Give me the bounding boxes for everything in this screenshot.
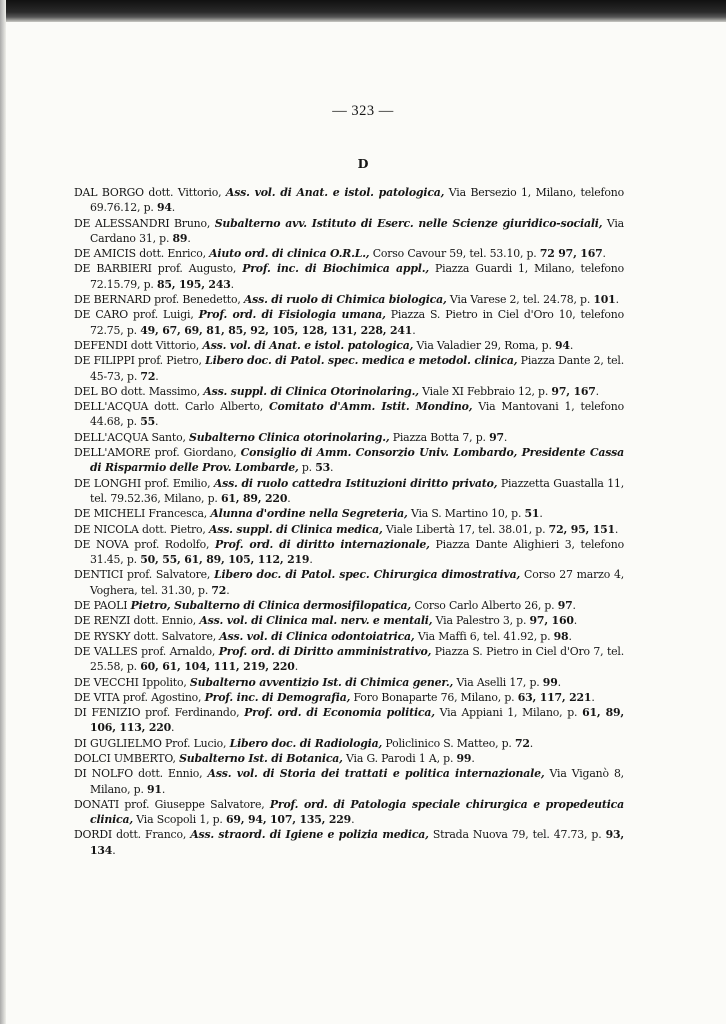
index-entry xyxy=(74,690,624,705)
entry-text: . xyxy=(155,415,159,429)
entry-text: . xyxy=(412,323,416,337)
index-entry xyxy=(74,399,624,430)
index-entry xyxy=(74,598,624,613)
entry-page-refs: 63, 117, 221 xyxy=(517,690,592,704)
entry-title: Ass. vol. di Anat. e istol. patologica, xyxy=(225,186,445,199)
entry-text: . xyxy=(287,491,291,505)
entry-text: DE RYSKY dott. Salvatore, xyxy=(74,629,220,643)
entry-title: Comitato d'Amm. Istit. Mondino, xyxy=(269,400,473,414)
entry-text: . xyxy=(471,751,475,765)
page-number: — 323 — xyxy=(332,103,394,119)
entry-text: Via G. Parodi 1 A, p. xyxy=(342,751,457,765)
entry-text: Strada Nuova 79, tel. 47.73, p. xyxy=(428,828,606,842)
entry-page-refs: 94 xyxy=(555,338,570,352)
entry-text: Via Palestro 3, p. xyxy=(432,614,530,628)
index-entry xyxy=(74,216,624,247)
entry-text: Piazza S. Pietro in Ciel d'Oro 10, telefono 72.75, p. xyxy=(90,308,625,337)
entry-text: . xyxy=(351,813,355,827)
entry-text: DE VECCHI Ippolito, xyxy=(74,675,190,689)
entry-title: Subalterno Ist. di Botanica, xyxy=(179,751,343,765)
entry-text: Via Maffi 6, tel. 41.92, p. xyxy=(414,629,554,643)
entry-text: . xyxy=(602,247,606,261)
entry-page-refs: 53 xyxy=(315,461,331,475)
entry-text: Via Scopoli 1, p. xyxy=(133,813,226,827)
entry-title: Alunna d'ordine nella Segreteria, xyxy=(210,507,408,521)
entry-page-refs: 72 xyxy=(515,736,530,750)
entry-text: Policlinico S. Matteo, p. xyxy=(382,736,515,750)
entry-page-refs: 97, 167 xyxy=(551,384,596,398)
index-entry xyxy=(74,537,624,568)
index-entry xyxy=(74,445,624,476)
entry-title: Libero doc. di Radiologia, xyxy=(229,736,383,750)
scan-left-edge xyxy=(0,0,6,1024)
entry-page-refs: 72, 95, 151 xyxy=(548,522,615,536)
entry-page-refs: 85, 195, 243 xyxy=(156,277,231,291)
entry-title: Prof. ord. di Patologia speciale chirurgica e propedeutica clinica, xyxy=(90,797,624,827)
entry-text: DE AMICIS dott. Enrico, xyxy=(74,247,210,261)
entry-text: . xyxy=(539,507,543,521)
entry-text: Via Varese 2, tel. 24.78, p. xyxy=(446,293,594,307)
entry-text: DI NOLFO dott. Ennio, xyxy=(74,767,208,781)
index-entry xyxy=(74,567,624,598)
entry-title: Subalterno avv. Istituto di Eserc. nelle Scienze giuridico-sociali, xyxy=(214,216,603,230)
entry-text: DELL'AMORE prof. Giordano, xyxy=(74,446,241,460)
entry-title: Ass. suppl. di Clinica medica, xyxy=(209,522,383,536)
index-entry xyxy=(74,261,624,292)
index-entry xyxy=(74,613,624,628)
entry-title: Ass. vol. di Clinica mal. nerv. e mentali, xyxy=(199,614,433,628)
entry-text: . xyxy=(503,430,508,444)
entry-text: DE LONGHI prof. Emilio, xyxy=(74,476,214,490)
entry-text: . xyxy=(294,660,298,674)
entry-text: Piazza S. Pietro in Ciel d'Oro 7, tel. 25.58, p. xyxy=(90,644,624,674)
entry-page-refs: 89 xyxy=(172,231,188,245)
entry-text: . xyxy=(615,293,619,307)
entry-text: Via Viganò 8, Milano, p. xyxy=(90,767,624,796)
entry-page-refs: 99 xyxy=(542,675,558,689)
entry-title: Subalterno Clinica otorinolaring., xyxy=(189,430,390,444)
entry-text: . xyxy=(595,384,599,398)
entry-page-refs: 94 xyxy=(156,201,172,215)
entry-text: DE MICHELI Francesca, xyxy=(74,507,211,521)
index-entry xyxy=(74,644,624,675)
index-entry xyxy=(74,629,624,644)
entry-text: . xyxy=(226,583,230,597)
entry-page-refs: 55 xyxy=(140,415,155,429)
index-entry xyxy=(74,307,624,338)
entry-text: DE NICOLA dott. Pietro, xyxy=(74,522,209,536)
entry-text: DE PAOLI xyxy=(74,599,131,613)
entry-page-refs: 49, 67, 69, 81, 85, 92, 105, 128, 131, 228, 241 xyxy=(140,323,413,337)
index-entry xyxy=(74,246,624,261)
entry-text: DORDI dott. Franco, xyxy=(74,828,191,842)
entry-text: Corso Carlo Alberto 26, p. xyxy=(411,599,558,613)
entry-text: DOLCI UMBERTO, xyxy=(74,751,180,765)
entry-title: Prof. ord. di diritto internazionale, xyxy=(215,537,430,551)
entry-text: . xyxy=(171,201,176,215)
index-entry xyxy=(74,185,624,216)
entry-text: . xyxy=(112,843,116,857)
index-entry xyxy=(74,353,624,384)
entry-text: DI FENIZIO prof. Ferdinando, xyxy=(74,706,245,720)
entry-title: Prof. ord. di Economia politica, xyxy=(244,706,435,720)
entry-page-refs: 72 xyxy=(140,369,156,383)
entry-title: Ass. vol. di Anat. e istol. patologica, xyxy=(202,338,414,352)
entry-title: Libero doc. di Patol. spec. medica e metodol. clinica, xyxy=(205,354,518,368)
entry-title: Pietro, Subalterno di Clinica dermosifilopatica, xyxy=(130,599,412,613)
index-entry-list xyxy=(74,185,624,858)
entry-text: DAL BORGO dott. Vittorio, xyxy=(74,186,226,199)
index-entry xyxy=(74,292,624,307)
entry-text: DELL'ACQUA Santo, xyxy=(74,430,190,444)
entry-text: . xyxy=(187,231,191,245)
entry-text: DE FILIPPI prof. Pietro, xyxy=(74,354,206,368)
entry-title: Consiglio di Amm. Consorzio Univ. Lombardo, Presidente Cassa di Risparmio delle Prov. Lombarde, xyxy=(90,446,625,475)
entry-text: . xyxy=(171,721,175,735)
entry-page-refs: 72 xyxy=(211,583,227,597)
entry-text: . xyxy=(568,629,572,643)
entry-text: Foro Bonaparte 76, Milano, p. xyxy=(350,690,518,704)
entry-title: Prof. inc. di Biochimica appl., xyxy=(242,262,429,276)
entry-page-refs: 50, 55, 61, 89, 105, 112, 219 xyxy=(140,553,310,567)
entry-page-refs: 97 xyxy=(557,599,573,613)
entry-text: . xyxy=(614,522,619,536)
entry-text: Piazza Dante 2, tel. 45-73, p. xyxy=(90,354,624,383)
index-entry xyxy=(74,827,624,858)
entry-title: Ass. di ruolo di Chimica biologica, xyxy=(243,293,447,307)
entry-text: DELL'ACQUA dott. Carlo Alberto, xyxy=(74,400,270,414)
entry-page-refs: 91 xyxy=(147,782,162,796)
entry-text: DE RENZI dott. Ennio, xyxy=(74,614,200,628)
entry-title: Ass. di ruolo cattedra Istituzioni diritto privato, xyxy=(213,476,498,490)
entry-text: Viale Libertà 17, tel. 38.01, p. xyxy=(382,522,549,536)
entry-text: Via Mantovani 1, telefono 44.68, p. xyxy=(90,400,624,429)
entry-title: Aiuto ord. di clinica O.R.L., xyxy=(209,247,370,261)
entry-title: Ass. straord. di Igiene e polizia medica, xyxy=(190,828,429,842)
entry-page-refs: 97, 160 xyxy=(529,614,574,628)
index-entry xyxy=(74,675,624,690)
entry-text: Via Appiani 1, Milano, p. xyxy=(434,706,583,720)
entry-text: DE NOVA prof. Rodolfo, xyxy=(74,537,216,551)
entry-title: Prof. inc. di Demografia, xyxy=(204,690,351,704)
entry-text: Via Valadier 29, Roma, p. xyxy=(413,338,556,352)
entry-text: Via Bersezio 1, Milano, telefono 69.76.12, p. xyxy=(90,186,624,215)
index-entry xyxy=(74,522,624,537)
entry-text: Piazzetta Guastalla 11, tel. 79.52.36, Milano, p. xyxy=(90,476,624,505)
entry-title: Ass. vol. di Storia dei trattati e politica internazionale, xyxy=(207,767,545,781)
entry-text: . xyxy=(557,675,561,689)
entry-page-refs: 93, 134 xyxy=(90,828,624,857)
entry-page-refs: 61, 89, 106, 113, 220 xyxy=(90,706,624,735)
entry-text: DE VITA prof. Agostino, xyxy=(74,690,205,704)
index-entry xyxy=(74,384,624,399)
entry-text: Via S. Martino 10, p. xyxy=(407,507,525,521)
section-letter: D xyxy=(357,156,369,171)
entry-text: Piazza Guardi 1, Milano, telefono 72.15.79, p. xyxy=(90,262,625,291)
entry-text: . xyxy=(569,338,574,352)
entry-text: . xyxy=(572,599,576,613)
entry-text: DE CARO prof. Luigi, xyxy=(74,308,199,322)
entry-text: DE ALESSANDRI Bruno, xyxy=(74,216,215,230)
entry-text: . xyxy=(161,782,166,796)
index-entry xyxy=(74,751,624,766)
entry-text: p. xyxy=(298,461,316,475)
entry-text: Piazza Dante Alighieri 3, telefono 31.45, p. xyxy=(90,537,624,567)
entry-page-refs: 98 xyxy=(553,629,569,643)
index-entry xyxy=(74,736,624,751)
entry-text: Viale XI Febbraio 12, p. xyxy=(418,384,552,398)
entry-page-refs: 61, 89, 220 xyxy=(220,491,288,505)
entry-text: . xyxy=(591,690,595,704)
entry-text: DI GUGLIELMO Prof. Lucio, xyxy=(74,736,230,750)
entry-page-refs: 101 xyxy=(593,293,616,307)
index-entry xyxy=(74,338,624,353)
entry-text: . xyxy=(573,614,578,628)
entry-text: Via Cardano 31, p. xyxy=(90,216,624,245)
index-entry xyxy=(74,430,624,445)
entry-text: Corso Cavour 59, tel. 53.10, p. xyxy=(369,247,540,261)
entry-page-refs: 72 97, 167 xyxy=(539,247,603,261)
entry-text: DONATI prof. Giuseppe Salvatore, xyxy=(74,797,270,811)
index-entry xyxy=(74,797,624,828)
entry-page-refs: 99 xyxy=(456,751,472,765)
entry-page-refs: 69, 94, 107, 135, 229 xyxy=(226,813,352,827)
index-entry xyxy=(74,766,624,797)
index-entry xyxy=(74,506,624,521)
entry-text: . xyxy=(230,277,234,291)
entry-title: Prof. ord. di Fisiologia umana, xyxy=(198,308,386,322)
index-entry xyxy=(74,476,624,507)
entry-text: . xyxy=(309,553,313,567)
entry-title: Libero doc. di Patol. spec. Chirurgica dimostrativa, xyxy=(214,568,521,582)
entry-page-refs: 51 xyxy=(524,507,540,521)
entry-text: . xyxy=(330,461,334,475)
entry-text: DE BERNARD prof. Benedetto, xyxy=(74,293,244,307)
scan-top-border xyxy=(0,0,726,22)
entry-title: Ass. suppl. di Clinica Otorinolaring., xyxy=(203,384,419,398)
entry-text: Corso 27 marzo 4, Voghera, tel. 31.30, p. xyxy=(90,568,624,597)
entry-text: DE VALLES prof. Arnaldo, xyxy=(74,644,219,658)
entry-text: Piazza Botta 7, p. xyxy=(389,430,490,444)
entry-title: Ass. vol. di Clinica odontoiatrica, xyxy=(219,629,415,643)
entry-page-refs: 97 xyxy=(489,430,504,444)
entry-title: Subalterno avventizio Ist. di Chimica gener., xyxy=(189,675,454,689)
entry-text: . xyxy=(529,736,534,750)
entry-text: Via Aselli 17, p. xyxy=(453,675,543,689)
entry-page-refs: 60, 61, 104, 111, 219, 220 xyxy=(140,660,295,674)
index-entry xyxy=(74,705,624,736)
entry-text: . xyxy=(155,369,159,383)
entry-title: Prof. ord. di Diritto amministrativo, xyxy=(218,644,432,658)
entry-text: DEFENDI dott Vittorio, xyxy=(74,338,203,352)
entry-text: DEL BO dott. Massimo, xyxy=(74,384,204,398)
entry-text: DE BARBIERI prof. Augusto, xyxy=(74,262,243,276)
entry-text: DENTICI prof. Salvatore, xyxy=(74,568,215,582)
